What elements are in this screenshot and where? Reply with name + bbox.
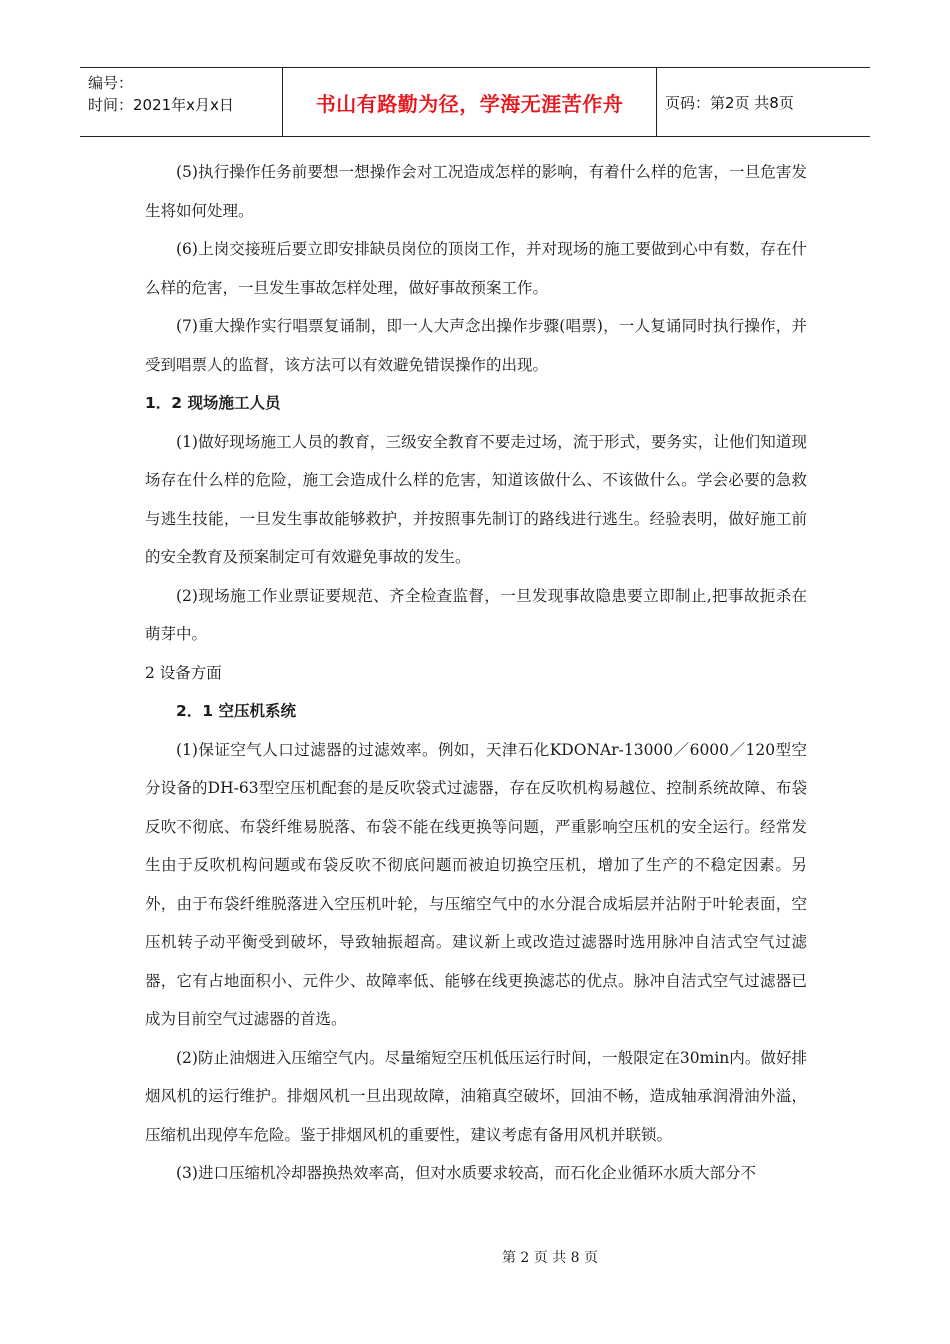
section-heading-2-1: 2．1 空压机系统 [176,702,296,720]
document-body [145,153,807,1193]
page-info-text: 页码：第2页 共8页 [665,93,794,112]
paragraph-staff-1: (1)做好现场施工人员的教育，三级安全教育不要走过场，流于形式，要务实，让他们知道现场存在什么样的危险，施工会造成什么样的危害，知道该做什么、不该做什么。学会必要的急救与逃生技能，一旦发生事故能够救护，并按照事先制订的路线进行逃生。经验表明，做好施工前的安全教育及预案制定可有效避免事故的发生。 [145,432,807,566]
page-header [80,67,870,137]
paragraph-compressor-3: (3)进口压缩机冷却器换热效率高，但对水质要求较高，而石化企业循环水质大部分不 [176,1164,756,1182]
document-date: 时间：2021年x月x日 [88,96,234,114]
paragraph-6: (6)上岗交接班后要立即安排缺员岗位的顶岗工作，并对现场的施工要做到心中有数，存在什么样的危害，一旦发生事故怎样处理，做好事故预案工作。 [145,240,807,297]
paragraph-compressor-2: (2)防止油烟进入压缩空气内。尽量缩短空压机低压运行时间，一般限定在30min内。做好排烟风机的运行维护。排烟风机一旦出现故障，油箱真空破坏，回油不畅，造成轴承润滑油外溢，压缩机出现停车危险。鉴于排烟风机的重要性，建议考虑有备用风机并联锁。 [145,1048,807,1144]
document-number-label: 编号： [88,74,134,92]
paragraph-staff-2: (2)现场施工作业票证要规范、齐全检查监督，一旦发现事故隐患要立即制止,把事故扼杀在萌芽中。 [145,586,807,643]
section-heading-1-2: 1．2 现场施工人员 [145,394,281,412]
paragraph-compressor-1: (1)保证空气人口过滤器的过滤效率。例如，天津石化KDONAr-13000／6000／120型空分设备的DH-63型空压机配套的是反吹袋式过滤器，存在反吹机构易越位、控制系统故障、布袋反吹不彻底、布袋纤维易脱落、布袋不能在线更换等问题，严重影响空压机的安全运行。经常发生由于反吹机构问题或布袋反吹不彻底问题而被迫切换空压机，增加了生产的不稳定因素。另外，由于布袋纤维脱落进入空压机叶轮，与压缩空气中的水分混合成垢层并沾附于叶轮表面，空压机转子动平衡受到破坏，导致轴振超高。建议新上或改造过滤器时选用脉冲自洁式空气过滤器，它有占地面积小、元件少、故障率低、能够在线更换滤芯的优点。脉冲自洁式空气过滤器已成为目前空气过滤器的首选。 [145,740,807,1028]
header-motto [283,68,657,136]
paragraph-7: (7)重大操作实行唱票复诵制，即一人大声念出操作步骤(唱票)，一人复诵同时执行操作，并受到唱票人的监督，该方法可以有效避免错误操作的出现。 [145,317,807,374]
footer-page-number: 第 2 页 共 8 页 [501,1250,599,1266]
page-footer [0,1247,950,1267]
header-meta [80,68,283,136]
paragraph-5: (5)执行操作任务前要想一想操作会对工况造成怎样的影响，有着什么样的危害，一旦危害发生将如何处理。 [145,163,807,220]
motto-text: 书山有路勤为径，学海无涯苦作舟 [315,91,624,116]
section-heading-2: 2 设备方面 [145,663,222,682]
header-page-info [657,68,870,136]
